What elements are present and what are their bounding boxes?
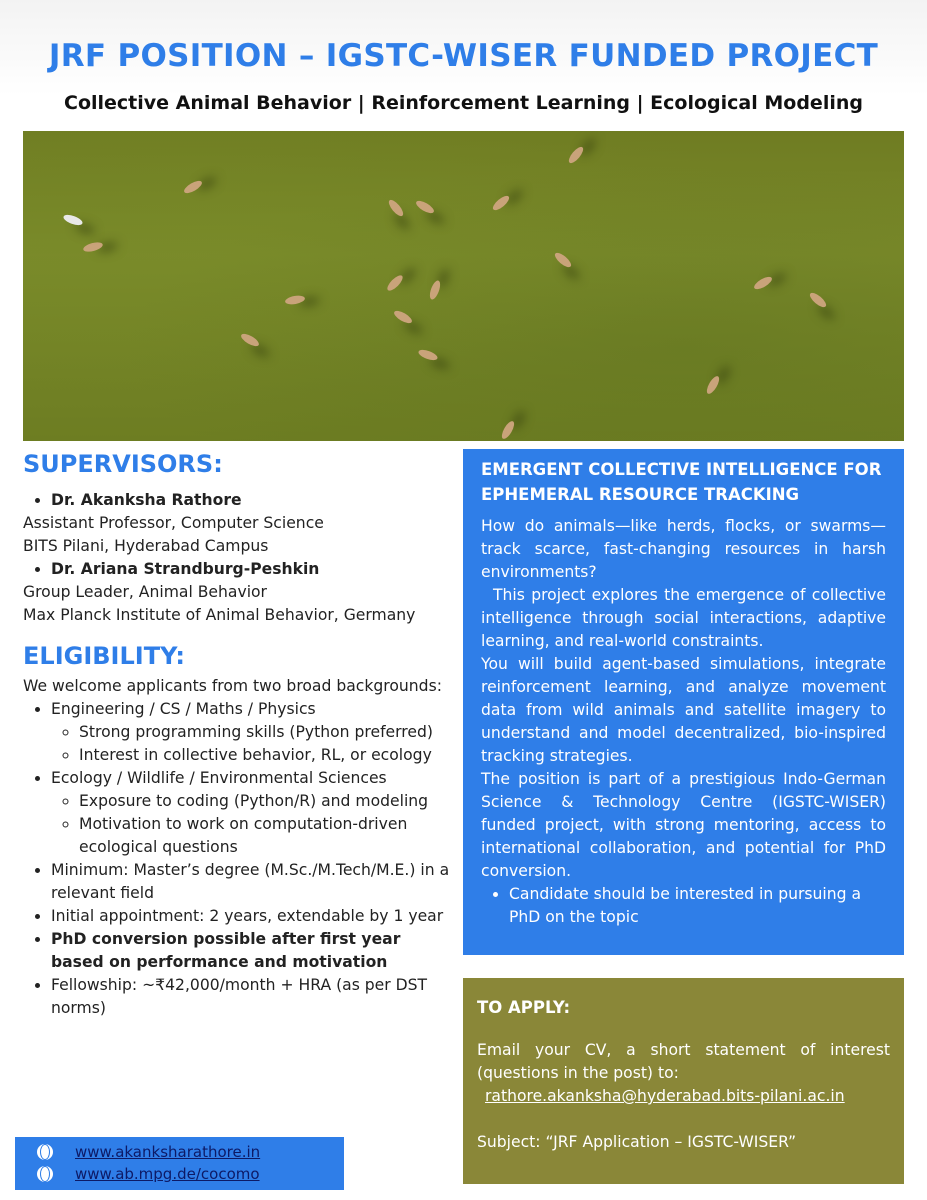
- eligibility-heading: ELIGIBILITY:: [23, 642, 185, 670]
- page-title: JRF POSITION – IGSTC-WISER FUNDED PROJECT: [48, 38, 879, 74]
- supervisor-name: • Dr. Ariana Strandburg-Peshkin: [51, 558, 453, 581]
- links-box: [15, 1137, 344, 1190]
- list-item: • Fellowship: ~₹42,000/month + HRA (as per DST norms): [51, 974, 453, 1020]
- project-description: How do animals—like herds, flocks, or swarms—track scarce, fast-changing resources in harsh environments? This project explores the emergence of collective intelligence through social interactions, adaptive learning, and real-world constraints. You will build agent-based simulations, integrate reinforcement learning, and analyze movement data from wild animals and satellite imagery to understand and model decentralized, bio-inspired tracking strategies. The position is part of a prestigious Indo-German Science & Technology Centre (IGSTC-WISER) funded project, with strong mentoring, access to international collaboration, and potential for PhD conversion.: [481, 517, 886, 880]
- list-item: • Engineering / CS / Maths / Physics ◦ Strong programming skills (Python preferred) ◦ Interest in collective behavior, RL, or ecology: [51, 698, 453, 767]
- apply-heading: TO APPLY:: [477, 998, 571, 1017]
- globe-icon: [37, 1144, 53, 1160]
- list-item: ◦ Exposure to coding (Python/R) and modeling: [79, 790, 453, 813]
- list-item: • Ecology / Wildlife / Environmental Sciences ◦ Exposure to coding (Python/R) and modeling ◦ Motivation to work on computation-driven ecological questions: [51, 767, 453, 859]
- animal: [62, 213, 84, 227]
- supervisor-list: [23, 489, 453, 512]
- apply-email-link[interactable]: rathore.akanksha@hyderabad.bits-pilani.ac.in: [485, 1087, 845, 1105]
- website-link[interactable]: www.ab.mpg.de/cocomo: [75, 1165, 260, 1183]
- supervisor-list: [23, 558, 453, 581]
- animal: [808, 291, 828, 310]
- list-item: • Minimum: Master’s degree (M.Sc./M.Tech/M.E.) in a relevant field: [51, 859, 453, 905]
- animal: [705, 374, 722, 395]
- animal: [392, 309, 413, 326]
- eligibility-intro: We welcome applicants from two broad backgrounds:: [23, 677, 442, 695]
- aerial-photo-grassland-animals: [23, 131, 904, 441]
- apply-text: Email your CV, a short statement of interest (questions in the post) to:: [477, 1041, 890, 1082]
- list-item: ◦ Interest in collective behavior, RL, or ecology: [79, 744, 453, 767]
- website-link[interactable]: www.akanksharathore.in: [75, 1143, 261, 1161]
- apply-box: [463, 978, 904, 1184]
- animal: [284, 294, 305, 305]
- animal: [500, 419, 517, 440]
- list-item: ◦ Motivation to work on computation-driven ecological questions: [79, 813, 453, 859]
- animal: [428, 279, 442, 301]
- animal: [553, 251, 573, 270]
- website-link-row: [37, 1163, 344, 1185]
- supervisor-role: Assistant Professor, Computer Science: [23, 514, 324, 532]
- animal: [385, 273, 405, 293]
- left-column: [23, 449, 453, 1020]
- page-subtitle: Collective Animal Behavior | Reinforcement Learning | Ecological Modeling: [64, 92, 863, 114]
- animal: [752, 275, 773, 292]
- eligibility-list: [23, 698, 453, 1020]
- globe-icon: [37, 1166, 53, 1182]
- supervisors-heading: SUPERVISORS:: [23, 450, 223, 478]
- supervisor-affiliation: BITS Pilani, Hyderabad Campus: [23, 537, 269, 555]
- animal: [414, 199, 435, 216]
- animal: [82, 241, 103, 254]
- apply-subject: Subject: “JRF Application – IGSTC-WISER”: [477, 1133, 797, 1151]
- animal: [387, 198, 406, 218]
- list-item: • Initial appointment: 2 years, extendable by 1 year: [51, 905, 453, 928]
- project-heading: EMERGENT COLLECTIVE INTELLIGENCE FOR EPHEMERAL RESOURCE TRACKING: [481, 460, 882, 504]
- animal: [491, 194, 511, 213]
- project-box: [463, 449, 904, 955]
- project-bullets: [481, 883, 886, 929]
- list-item: • Candidate should be interested in pursuing a PhD on the topic: [509, 883, 886, 929]
- supervisor-affiliation: Max Planck Institute of Animal Behavior, Germany: [23, 606, 416, 624]
- supervisor-role: Group Leader, Animal Behavior: [23, 583, 267, 601]
- supervisor-name: • Dr. Akanksha Rathore: [51, 489, 453, 512]
- animal: [239, 332, 260, 349]
- animal: [417, 348, 439, 362]
- list-item: • PhD conversion possible after first year based on performance and motivation: [51, 928, 453, 974]
- list-item: ◦ Strong programming skills (Python preferred): [79, 721, 453, 744]
- website-link-row: [37, 1141, 344, 1163]
- animal: [182, 179, 203, 196]
- animal: [567, 145, 586, 165]
